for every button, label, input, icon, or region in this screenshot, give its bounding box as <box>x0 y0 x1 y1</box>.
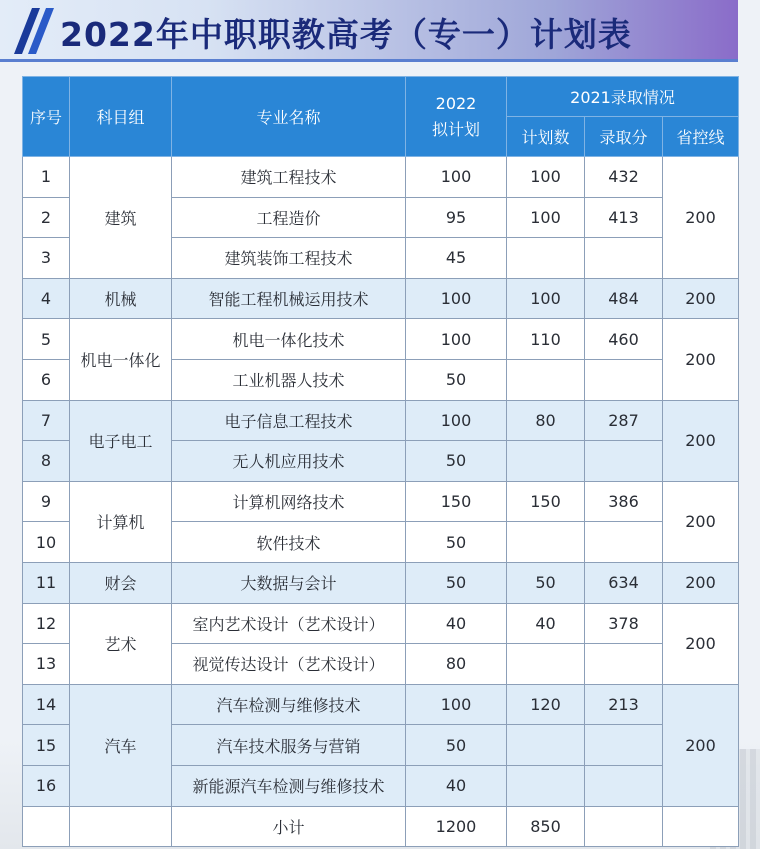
header-plan-2022 <box>406 77 507 157</box>
cell-line-empty <box>663 806 739 847</box>
cell-seq: 15 <box>23 725 70 766</box>
cell-score <box>585 522 663 563</box>
cell-group: 机械 <box>70 278 172 319</box>
cell-seq: 1 <box>23 157 70 198</box>
cell-seq: 10 <box>23 522 70 563</box>
cell-score <box>585 441 663 482</box>
cell-province-line: 200 <box>663 481 739 562</box>
cell-score <box>585 725 663 766</box>
subtotal-plan-2021: 850 <box>507 806 585 847</box>
table-row <box>23 157 739 198</box>
cell-plan-2021: 100 <box>507 197 585 238</box>
subtotal-label: 小计 <box>172 806 406 847</box>
cell-plan-2021 <box>507 238 585 279</box>
page-title: 2022年中职职教高考（专一）计划表 <box>60 15 632 54</box>
cell-plan-2022: 100 <box>406 157 507 198</box>
cell-score: 287 <box>585 400 663 441</box>
cell-score: 460 <box>585 319 663 360</box>
cell-province-line: 200 <box>663 562 739 603</box>
cell-plan-2022: 95 <box>406 197 507 238</box>
cell-province-line: 200 <box>663 684 739 806</box>
cell-score: 484 <box>585 278 663 319</box>
plan-table <box>22 76 739 847</box>
cell-group: 艺术 <box>70 603 172 684</box>
cell-province-line: 200 <box>663 319 739 400</box>
cell-plan-2022: 100 <box>406 684 507 725</box>
cell-major: 软件技术 <box>172 522 406 563</box>
cell-major: 视觉传达设计（艺术设计） <box>172 644 406 685</box>
cell-group: 机电一体化 <box>70 319 172 400</box>
cell-major: 汽车技术服务与营销 <box>172 725 406 766</box>
cell-plan-2022: 150 <box>406 481 507 522</box>
cell-seq: 8 <box>23 441 70 482</box>
table-row <box>23 278 739 319</box>
cell-province-line: 200 <box>663 400 739 481</box>
stripe-decoration-icon <box>14 8 54 54</box>
cell-seq: 5 <box>23 319 70 360</box>
cell-plan-2022: 45 <box>406 238 507 279</box>
cell-plan-2021 <box>507 644 585 685</box>
cell-score: 432 <box>585 157 663 198</box>
cell-score: 378 <box>585 603 663 644</box>
cell-major: 室内艺术设计（艺术设计） <box>172 603 406 644</box>
cell-plan-2021 <box>507 359 585 400</box>
cell-group: 电子电工 <box>70 400 172 481</box>
header-score: 录取分 <box>585 117 663 157</box>
header-province-line: 省控线 <box>663 117 739 157</box>
table-row <box>23 319 739 360</box>
cell-plan-2021 <box>507 765 585 806</box>
cell-plan-2021: 120 <box>507 684 585 725</box>
cell-score: 213 <box>585 684 663 725</box>
cell-major: 工业机器人技术 <box>172 359 406 400</box>
cell-group: 汽车 <box>70 684 172 806</box>
cell-seq: 9 <box>23 481 70 522</box>
cell-plan-2021: 100 <box>507 278 585 319</box>
cell-seq: 6 <box>23 359 70 400</box>
cell-major: 大数据与会计 <box>172 562 406 603</box>
cell-plan-2021: 40 <box>507 603 585 644</box>
header-plan-2022-label: 拟计划 <box>431 119 480 139</box>
header-group: 科目组 <box>70 77 172 157</box>
cell-plan-2021: 150 <box>507 481 585 522</box>
cell-score <box>585 765 663 806</box>
cell-province-line: 200 <box>663 157 739 279</box>
cell-score <box>585 644 663 685</box>
table-row <box>23 603 739 644</box>
cell-plan-2021 <box>507 725 585 766</box>
cell-major: 汽车检测与维修技术 <box>172 684 406 725</box>
cell-seq: 3 <box>23 238 70 279</box>
table-row <box>23 562 739 603</box>
cell-score <box>585 238 663 279</box>
cell-plan-2022: 50 <box>406 522 507 563</box>
cell-score <box>585 359 663 400</box>
cell-plan-2022: 50 <box>406 359 507 400</box>
cell-plan-2022: 50 <box>406 441 507 482</box>
cell-seq: 7 <box>23 400 70 441</box>
cell-plan-2021: 110 <box>507 319 585 360</box>
subtotal-plan-2022: 1200 <box>406 806 507 847</box>
cell-group: 财会 <box>70 562 172 603</box>
cell-plan-2022: 80 <box>406 644 507 685</box>
cell-score-empty <box>585 806 663 847</box>
cell-seq: 11 <box>23 562 70 603</box>
cell-seq: 4 <box>23 278 70 319</box>
cell-province-line: 200 <box>663 603 739 684</box>
cell-major: 电子信息工程技术 <box>172 400 406 441</box>
cell-plan-2021: 80 <box>507 400 585 441</box>
cell-plan-2022: 40 <box>406 765 507 806</box>
table-row <box>23 481 739 522</box>
cell-plan-2022: 50 <box>406 725 507 766</box>
cell-plan-2022: 100 <box>406 400 507 441</box>
plan-table-container <box>22 76 738 847</box>
cell-major: 建筑工程技术 <box>172 157 406 198</box>
cell-plan-2022: 40 <box>406 603 507 644</box>
cell-group: 计算机 <box>70 481 172 562</box>
cell-score: 634 <box>585 562 663 603</box>
cell-major: 新能源汽车检测与维修技术 <box>172 765 406 806</box>
cell-major: 工程造价 <box>172 197 406 238</box>
cell-score: 386 <box>585 481 663 522</box>
subtotal-row <box>23 806 739 847</box>
cell-seq: 12 <box>23 603 70 644</box>
cell-plan-2022: 100 <box>406 278 507 319</box>
cell-score: 413 <box>585 197 663 238</box>
cell-major: 智能工程机械运用技术 <box>172 278 406 319</box>
title-banner <box>0 0 738 62</box>
cell-major: 计算机网络技术 <box>172 481 406 522</box>
header-major: 专业名称 <box>172 77 406 157</box>
cell-group: 建筑 <box>70 157 172 279</box>
table-row <box>23 400 739 441</box>
cell-plan-2022: 50 <box>406 562 507 603</box>
header-plan-2022-year: 2022 <box>435 93 477 113</box>
cell-seq: 16 <box>23 765 70 806</box>
cell-plan-2021 <box>507 441 585 482</box>
cell-plan-2021: 100 <box>507 157 585 198</box>
cell-group-empty <box>70 806 172 847</box>
cell-major: 建筑装饰工程技术 <box>172 238 406 279</box>
cell-seq: 2 <box>23 197 70 238</box>
cell-plan-2021: 50 <box>507 562 585 603</box>
header-admit-2021: 2021录取情况 <box>507 77 739 117</box>
header-seq: 序号 <box>23 77 70 157</box>
header-plan-count: 计划数 <box>507 117 585 157</box>
cell-seq: 13 <box>23 644 70 685</box>
table-row <box>23 684 739 725</box>
cell-major: 无人机应用技术 <box>172 441 406 482</box>
cell-plan-2021 <box>507 522 585 563</box>
cell-province-line: 200 <box>663 278 739 319</box>
cell-seq: 14 <box>23 684 70 725</box>
cell-major: 机电一体化技术 <box>172 319 406 360</box>
cell-plan-2022: 100 <box>406 319 507 360</box>
cell-seq-empty <box>23 806 70 847</box>
